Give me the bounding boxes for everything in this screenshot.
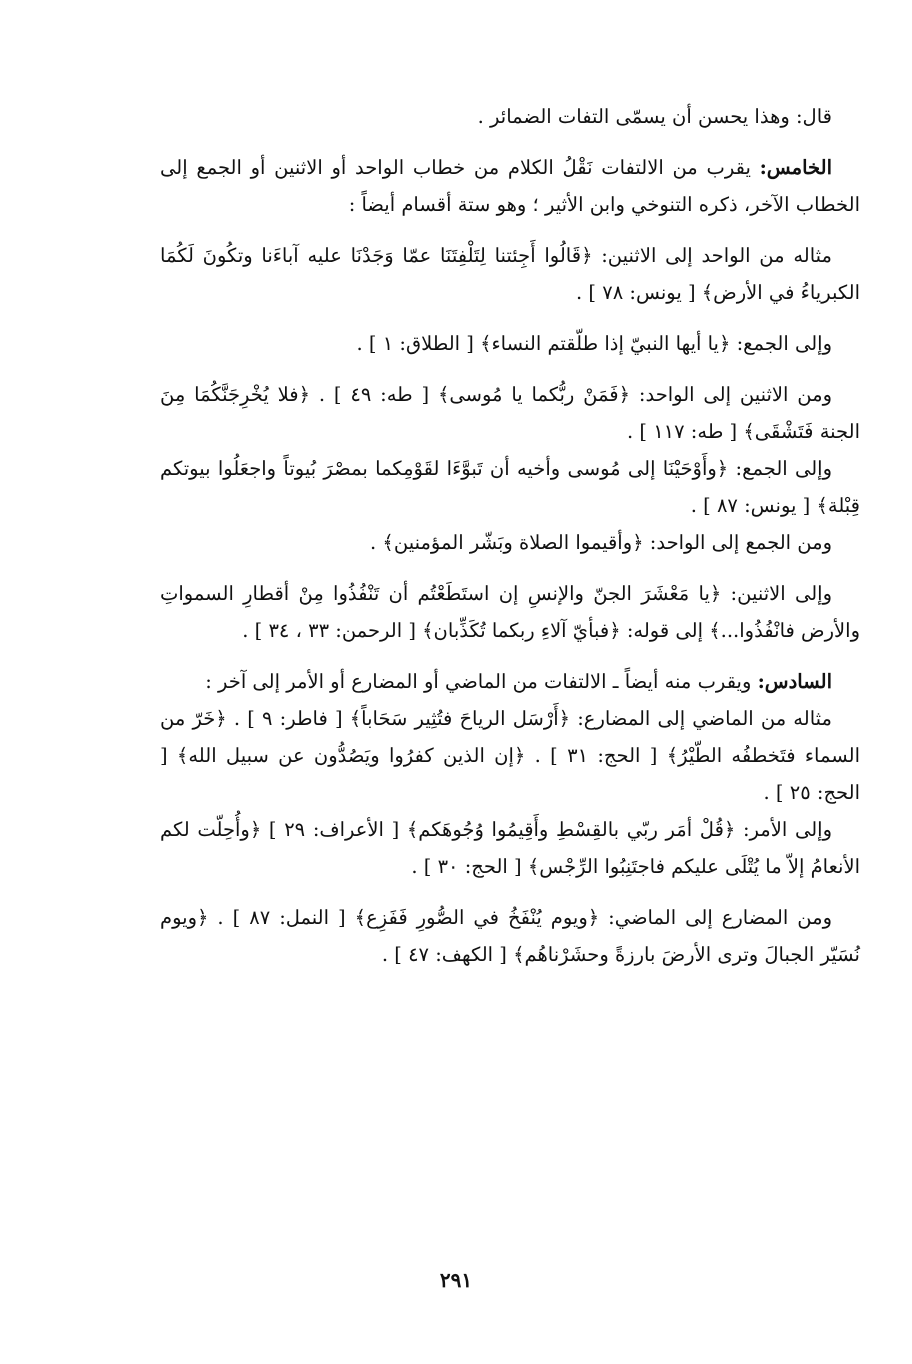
paragraph: ومن المضارع إلى الماضي: ﴿ويوم يُنْفَخُ في الصُّورِ فَفَزِع﴾ [ النمل: ٨٧ ] . ﴿ويوم نُسَيّر الجبالَ وترى الأرضَ بارزةً وحشَرْناهُم﴾ [ الكهف: ٤٧ ] . [160,906,860,966]
paragraph: وإلى الأمر: ﴿قُلْ أمَر ربّي بالقِسْطِ وأَقِيمُوا وُجُوهَكم﴾ [ الأعراف: ٢٩ ] ﴿وأُحِلّت لكم الأنعامُ إلاّ ما يُتْلَى عليكم فاجتَنِبُوا الرِّجْس﴾ [ الحج: ٣٠ ] . [160,818,860,878]
paragraph: مثاله من الواحد إلى الاثنين: ﴿قَالُوا أَجِئتنا لِتَلْفِتَنَا عمّا وَجَدْنَا عليه آباءَنا وتكُونَ لَكُمَا الكبرياءُ في الأرض﴾ [ يونس: ٧٨ ] . [160,244,860,304]
paragraph: مثاله من الماضي إلى المضارع: ﴿أَرْسَل الرياحَ فتُثِير سَحَاباً﴾ [ فاطر: ٩ ] . ﴿خَرّ من السماء فتَخطفُه الطّيْرُ﴾ [ الحج: ٣١ ] . ﴿إن الذين كفرُوا ويَصُدُّون عن سبيل الله﴾ [ الحج: ٢٥ ] . [160,707,860,804]
page-number: ٢٩١ [439,1268,473,1292]
paragraph: قال: وهذا يحسن أن يسمّى التفات الضمائر . [477,105,832,128]
section-heading: الخامس: [759,156,832,179]
paragraph: وإلى الاثنين: ﴿يا مَعْشَرَ الجنّ والإنسِ إن استَطَعْتُم أن تَنْفُذُوا مِنْ أقطارِ السمواتِ والأرض فانْفُذُوا...﴾ إلى قوله: ﴿فبأيّ آلاءِ ربكما تُكَذِّبان﴾ [ الرحمن: ٣٣ ، ٣٤ ] . [160,582,860,642]
paragraph: وإلى الجمع: ﴿يا أيها النبيّ إذا طلّقتم النساء﴾ [ الطلاق: ١ ] . [356,332,832,355]
section-sixth: السادس: ويقرب منه أيضاً ـ الالتفات من الماضي أو المضارع أو الأمر إلى آخر : [205,670,832,693]
section-fifth: الخامس: يقرب من الالتفات نَقْلُ الكلام من خطاب الواحد أو الاثنين أو الجمع إلى الخطاب الآخر، ذكره التنوخي وابن الأثير ؛ وهو ستة أقسام أيضاً : [160,156,860,216]
section-heading: السادس: [757,670,832,693]
paragraph: ومن الجمع إلى الواحد: ﴿وأقيموا الصلاة وبَشّر المؤمنين﴾ . [370,531,832,554]
paragraph: وإلى الجمع: ﴿وأَوْحَيْنَا إلى مُوسى وأخيه أن تَبوَّءَا لقَوْمِكما بمصْرَ بُيوتاً واجعَلُوا بيوتكم قِبْلة﴾ [ يونس: ٨٧ ] . [160,457,860,517]
paragraph: ومن الاثنين إلى الواحد: ﴿فَمَنْ ربُّكما يا مُوسى﴾ [ طه: ٤٩ ] . ﴿فلا يُخْرِجَنَّكُمَا مِنَ الجنة فَتَشْقَى﴾ [ طه: ١١٧ ] . [160,383,860,443]
page-body [160,98,860,973]
